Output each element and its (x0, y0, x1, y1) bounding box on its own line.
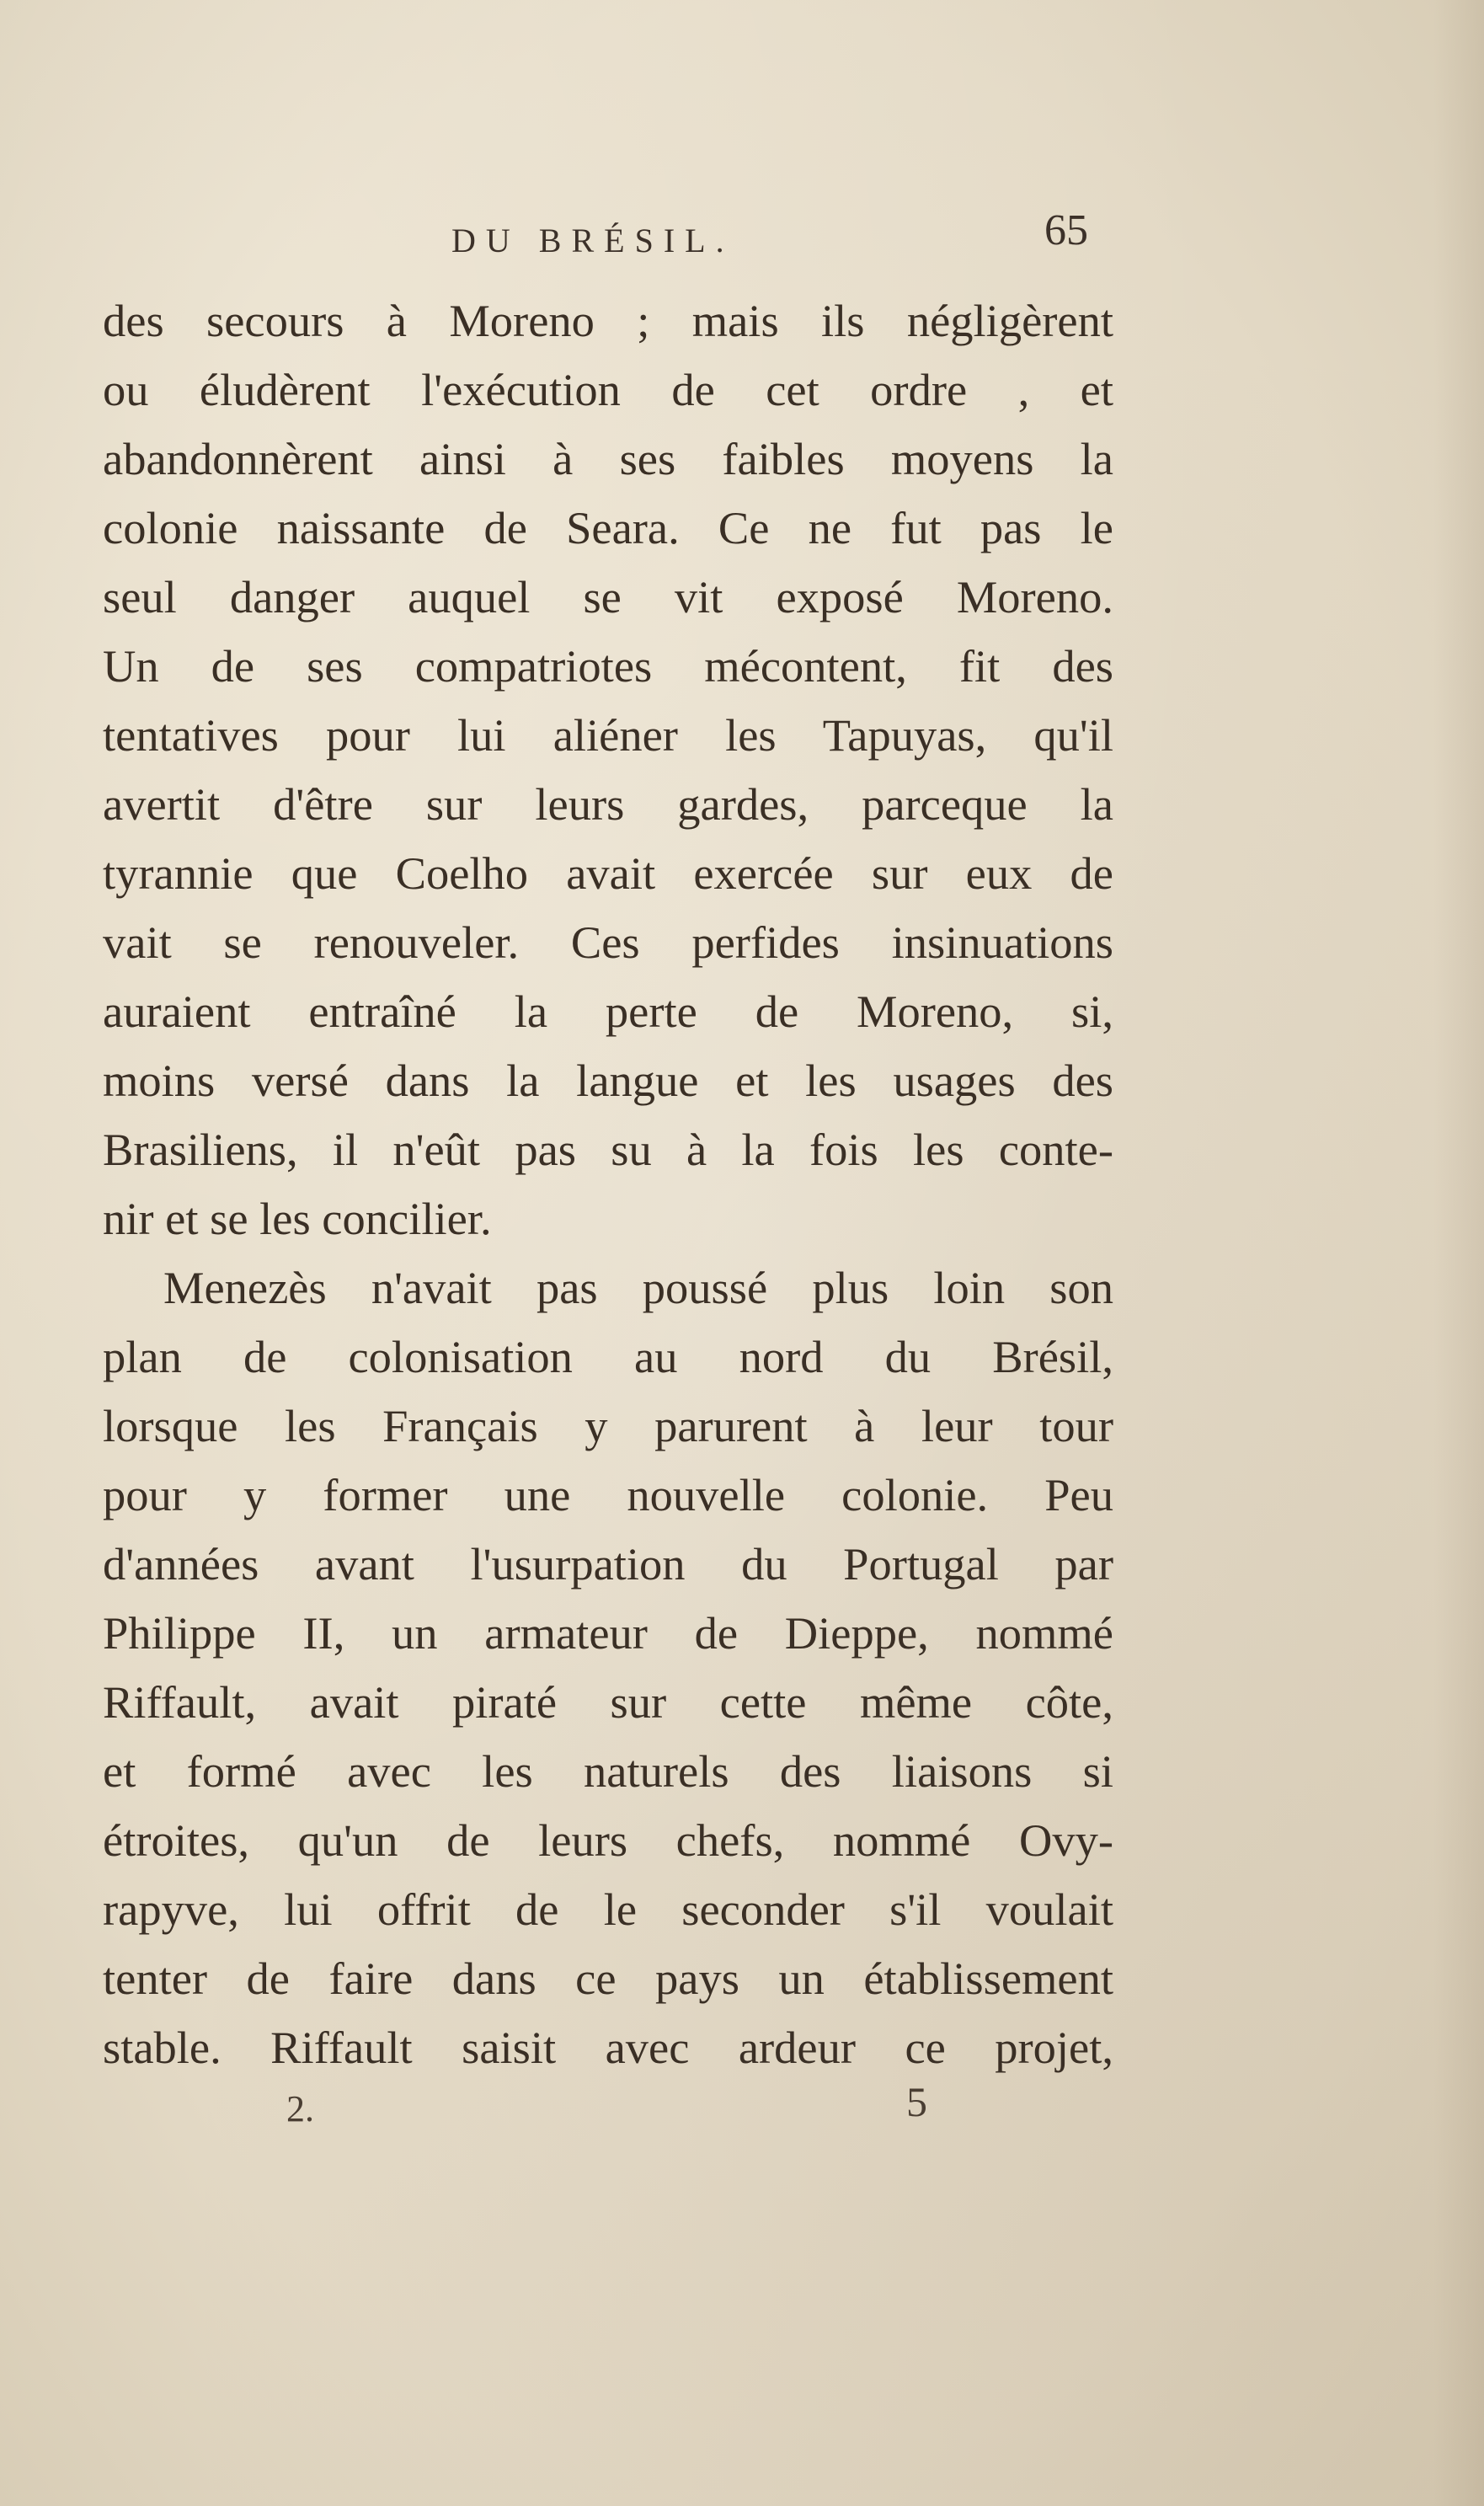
text-line: ou éludèrent l'exécution de cet ordre , et (103, 364, 1113, 415)
text-line: étroites, qu'un de leurs chefs, nommé Ovy- (103, 1814, 1113, 1866)
signature-number: 5 (906, 2078, 927, 2125)
text-line: plan de colonisation au nord du Brésil, (103, 1331, 1113, 1382)
text-line: auraient entraîné la perte de Moreno, si, (103, 986, 1113, 1037)
text-line: rapyve, lui offrit de le seconder s'il voulait (103, 1884, 1113, 1935)
text-line-paragraph-start: Menezès n'avait pas poussé plus loin son (163, 1262, 1113, 1313)
text-line: tenter de faire dans ce pays un établissement (103, 1953, 1113, 2004)
signature-mark: 2. (286, 2088, 314, 2129)
text-line: tyrannie que Coelho avait exercée sur eux de (103, 847, 1113, 899)
text-line: avertit d'être sur leurs gardes, parceque la (103, 778, 1113, 830)
body-text (103, 286, 1113, 2082)
text-line: vait se renouveler. Ces perfides insinuations (103, 916, 1113, 968)
text-line: abandonnèrent ainsi à ses faibles moyens la (103, 433, 1113, 484)
text-line: Philippe II, un armateur de Dieppe, nommé (103, 1607, 1113, 1659)
text-line: Un de ses compatriotes mécontent, fit des (103, 640, 1113, 692)
text-line: stable. Riffault saisit avec ardeur ce projet, (103, 2022, 1113, 2073)
text-line: et formé avec les naturels des liaisons si (103, 1745, 1113, 1797)
text-line: Riffault, avait piraté sur cette même côte, (103, 1676, 1113, 1728)
text-line: tentatives pour lui aliéner les Tapuyas, qu'il (103, 709, 1113, 761)
text-line: seul danger auquel se vit exposé Moreno. (103, 571, 1113, 622)
page-number: 65 (1044, 206, 1088, 254)
text-line: d'années avant l'usurpation du Portugal par (103, 1538, 1113, 1590)
text-line: des secours à Moreno ; mais ils négligèrent (103, 295, 1113, 346)
page-edge-shadow (1433, 0, 1484, 2506)
text-line: Brasiliens, il n'eût pas su à la fois les conte- (103, 1124, 1113, 1175)
text-line: lorsque les Français y parurent à leur tour (103, 1400, 1113, 1451)
text-line: pour y former une nouvelle colonie. Peu (103, 1469, 1113, 1520)
text-line: moins versé dans la langue et les usages des (103, 1055, 1113, 1106)
text-line: colonie naissante de Seara. Ce ne fut pas le (103, 502, 1113, 553)
running-title: DU BRÉSIL. (451, 222, 734, 259)
text-line-paragraph-end: nir et se les concilier. (103, 1193, 492, 1244)
